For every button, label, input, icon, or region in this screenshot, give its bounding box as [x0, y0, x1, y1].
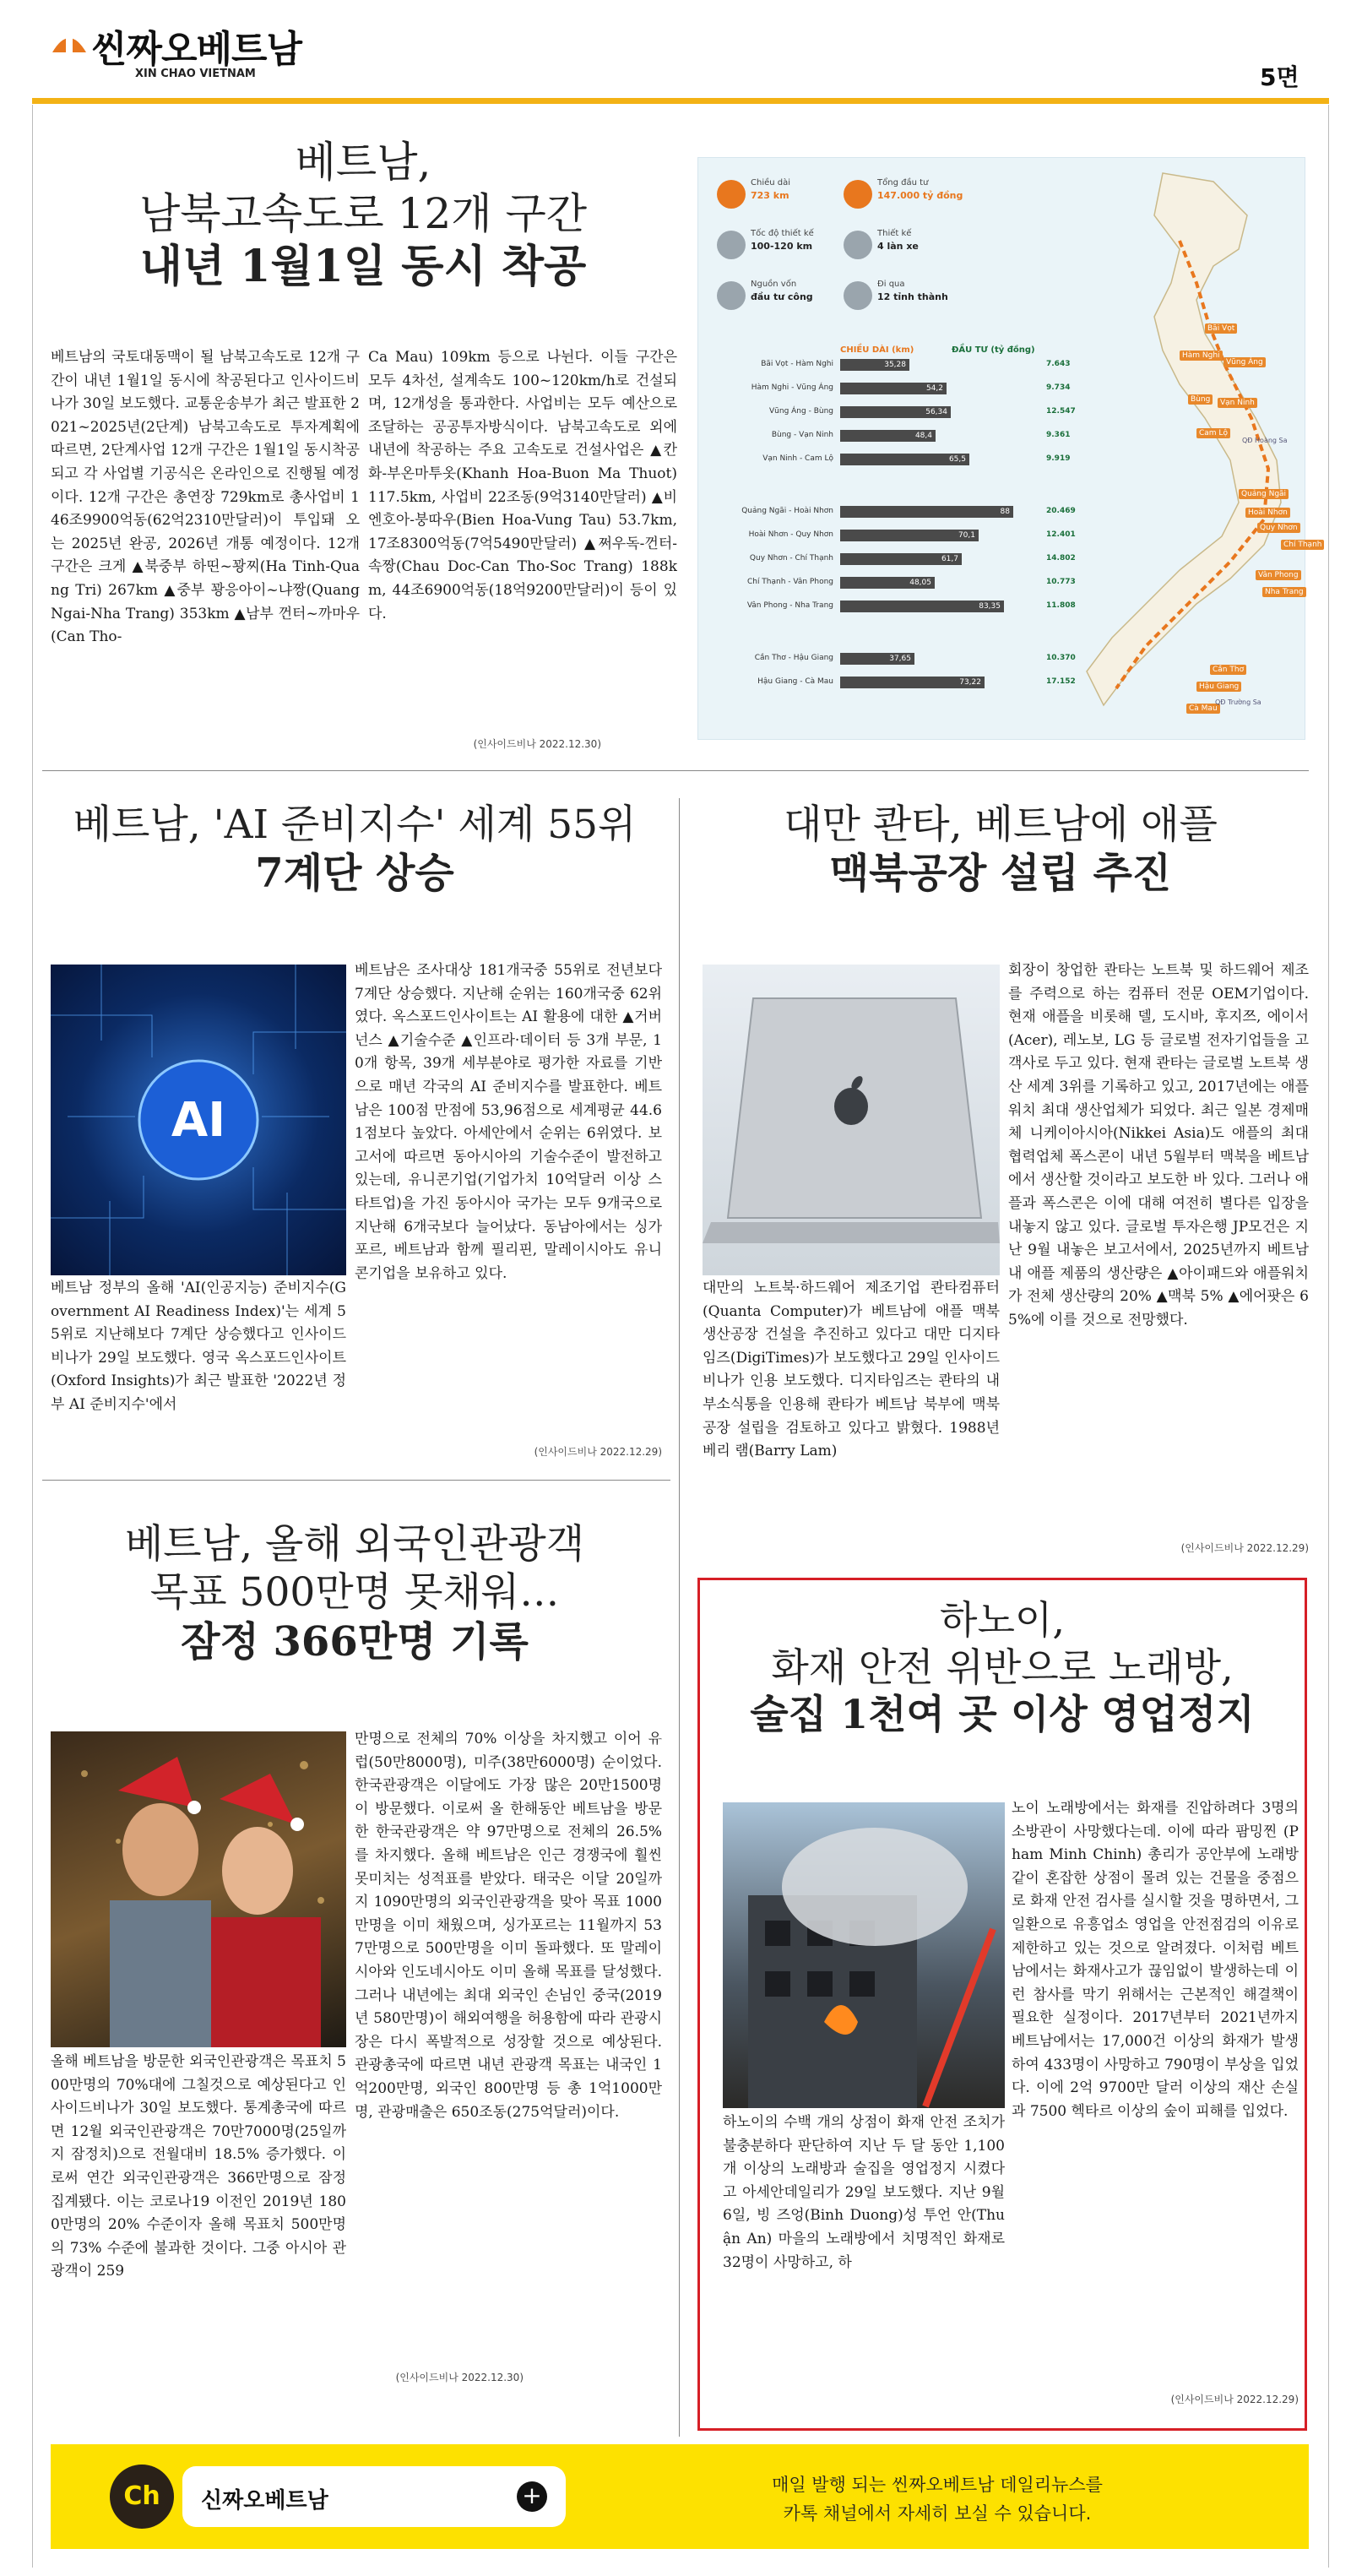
- a5-source: (인사이드비나 2022.12.29): [1170, 2394, 1299, 2405]
- a4-headline: [42, 1520, 667, 1666]
- stat-value: 4 làn xe: [877, 241, 919, 252]
- a1-body-col1: 베트남의 국토대동맥이 될 남북고속도로 12개 구간이 내년 1월1일 동시에 착공된다고 인사이드비나가 30일 보도했다. 교통운송부가 최근 발표한 2021~2025년(2단계) 남북고속도로 투자계획에 따르면, 2단계사업 12개 구간은 1월1일 동시착공되고 각 사업별 기공식은 온라인으로 진행될 예정이다. 12개 구간은 총연장 729km로 총사업비 146조9900억동(62억2310만달러)이 투입돼 오는 2025년 완공, 2026년 개통 예정이다. 12개 구간은 크게 ▲북중부 하띤~꽝찌(Ha Tinh-Quang Tri) 267km ▲중부 꽝응아이~냐짱(Quang Ngai-Nha Trang) 353km ▲남부 껀터~까마우(Can Tho-: [51, 349, 360, 646]
- a5-image-fire: [723, 1802, 1005, 2108]
- route-name: Quy Nhơn - Chí Thạnh: [749, 554, 833, 562]
- route-investment: 17.152: [1046, 677, 1076, 686]
- route-length-bar: 35,28: [840, 359, 909, 371]
- stat-value: 147.000 tỷ đồng: [877, 190, 963, 201]
- route-length-bar: 37,65: [840, 653, 914, 665]
- map-place-label: Vân Phong: [1256, 570, 1301, 580]
- masthead-rule: [32, 98, 1329, 104]
- route-name: Bãi Vọt - Hàm Nghi: [761, 360, 833, 368]
- route-length-bar: 48,05: [840, 577, 935, 589]
- map-place-label: Quy Nhơn: [1257, 523, 1300, 533]
- a4-source: (인사이드비나 2022.12.30): [395, 2372, 524, 2383]
- logo-subtitle: XIN CHAO VIETNAM: [135, 68, 256, 80]
- stat-icon: [844, 180, 872, 209]
- a2-headline: [42, 801, 667, 899]
- route-length-bar: 73,22: [840, 677, 985, 688]
- route-length-bar: 70,1: [840, 530, 979, 541]
- map-place-label: Cần Thơ: [1210, 665, 1246, 675]
- map-place-label: Cà Mau: [1186, 704, 1220, 714]
- stat-icon: [844, 231, 872, 259]
- route-name: Chí Thạnh - Vân Phong: [746, 578, 833, 586]
- kakao-channel-icon: Ch: [110, 2465, 174, 2529]
- a4-headline-line3: 잠정 366만명 기록: [181, 1617, 529, 1666]
- banner-line2: 카톡 채널에서 자세히 보실 수 있습니다.: [783, 2503, 1092, 2524]
- a3-body-col1: 대만의 노트북·하드웨어 제조기업 콴타컴퓨터(Quanta Computer)가 베트남에 애플 맥북 생산공장 건설을 추진하고 있다고 대만 디지타임즈(DigiTimes)가 보도했다고 29일 인사이드비나가 인용 보도했다. 디지타임즈는 콴타의 내부소식통을 인용해 콴타가 베트남 북부에 맥북공장 설립을 검토하고 있다고 밝혔다. 1988년 베리 램(Barry Lam): [703, 1280, 1000, 1460]
- stat-icon: [717, 180, 746, 209]
- route-investment: 14.802: [1046, 554, 1076, 562]
- a4-body-col2: 만명으로 전체의 70% 이상을 차지했고 이어 유럽(50만8000명), 미주(38만6000명) 순이었다. 한국관광객은 이달에도 가장 많은 20만1500명이 방문했다. 이로써 올 한해동안 베트남을 방문한 한국관광객은 약 97만명으로 전체의 26.5%를 차지했다. 올해 베트남은 인근 경쟁국에 훨씬 못미치는 성적표를 받았다. 태국은 이달 20일까지 1090만명의 외국인관광객을 맞아 목표 1000만명을 이미 채웠으며, 싱가포르는 11월까지 537만명으로 500만명을 이미 돌파했다. 또 말레이시아와 인도네시아도 이미 올해 목표를 달성했다. 그러나 내년에는 최대 외국인 손님인 중국(2019년 580만명)이 해외여행을 허용함에 따라 관광시장은 다시 폭발적으로 성장할 것으로 예상된다. 관광총국에 따르면 내년 관광객 목표는 내국인 1억200만명, 외국인 800만명 등 총 1억1000만명, 관광매출은 650조동(275억달러)이다.: [355, 1731, 662, 2121]
- map-place-label: Hậu Giang: [1196, 682, 1241, 692]
- route-name: Vân Phong - Nha Trang: [746, 601, 833, 610]
- route-investment: 10.370: [1046, 654, 1076, 662]
- a1-headline-line2: 남북고속도로 12개 구간: [138, 189, 588, 238]
- a4-headline-line1: 베트남, 올해 외국인관광객: [124, 1521, 585, 1568]
- divider-vertical: [679, 798, 680, 2437]
- route-name: Hậu Giang - Cà Mau: [757, 677, 833, 686]
- route-name: Cần Thơ - Hậu Giang: [754, 654, 833, 662]
- a5-headline: [701, 1596, 1304, 1740]
- stat-icon: [717, 231, 746, 259]
- logo-text: 씬짜오베트남: [91, 28, 302, 71]
- stat-label: Đi qua: [877, 280, 905, 289]
- stat-label: Nguồn vốn: [751, 280, 797, 289]
- route-investment: 9.361: [1046, 431, 1071, 439]
- route-length-bar: 56,34: [840, 406, 951, 418]
- logo-mark: [51, 29, 88, 54]
- vietnam-map: [1036, 165, 1303, 736]
- page-number: 5면: [1260, 63, 1299, 91]
- stat-label: Chiều dài: [751, 178, 791, 187]
- a1-body-col2: Ca Mau) 109km 등으로 나뉜다. 이들 구간은 모두 4차선, 설계속도 100~120km/h로 건설되며, 12개성을 통과한다. 사업비는 모두 예산으로 조달하는 공공투자방식이다. 남북고속도로 외에 내년에 착공하는 주요 고속도로 건설사업은 ▲칸화-부온마투옷(Khanh Hoa-Buon Ma Thuot) 117.5km, 사업비 22조동(9억3140만달러) ▲비엔호아-붕따우(Bien Hoa-Vung Tau) 53.7km, 17조8300억동(7억5490만달러) ▲쩌우독-껀터-속짱(Chau Doc-Can Tho-Soc Trang) 188km, 44조6900억동(18억9200만달러)이 등이 있다.: [368, 349, 677, 622]
- stat-label: Thiết kế: [877, 229, 912, 238]
- route-name: Quảng Ngãi - Hoài Nhơn: [741, 507, 833, 515]
- a2-source: (인사이드비나 2022.12.29): [534, 1446, 662, 1458]
- person-woman: [211, 1774, 321, 2047]
- kakao-banner: [51, 2444, 1309, 2549]
- kakao-channel-box[interactable]: [182, 2466, 566, 2527]
- map-place-label: Hoài Nhơn: [1245, 508, 1290, 518]
- a5-headline-line2: 화재 안전 위반으로 노래방,: [771, 1644, 1234, 1691]
- map-place-label: Vạn Ninh: [1218, 398, 1257, 408]
- stat-value: 723 km: [751, 190, 789, 201]
- route-name: Vũng Áng - Bùng: [769, 407, 833, 416]
- a3-headline: [692, 801, 1309, 899]
- a1-headline-line1: 베트남,: [295, 138, 431, 187]
- masthead: [0, 0, 1351, 108]
- a5-body-col2: 노이 노래방에서는 화재를 진압하려다 3명의 소방관이 사망했다는데. 이에 따라 팜밍찐 (Pham Minh Chinh) 총리가 공안부에 노래방 같이 혼잡한 상점이 몰려 있는 건물을 중점으로 화재 안전 검사를 실시할 것을 명하면서, 그 일환으로 유흥업소 영업을 안전점검의 이유로 제한하고 있는 것으로 알려졌다. 이처럼 베트남에서는 화재사고가 끊임없이 발생하는데 이런 참사를 막기 위해서는 근본적인 해결책이 필요한 실정이다. 2017년부터 2021년까지 베트남에서는 17,000건 이상의 화재가 발생하여 433명이 사망하고 790명이 부상을 입었다. 이에 2억 9700만 달러 이상의 재산 손실과 7500 헥타르 이상의 숲이 피해를 입었다.: [1012, 1800, 1299, 2120]
- a4-image-tourists: [51, 1731, 346, 2047]
- smoke: [782, 1828, 968, 1946]
- route-name: Vạn Ninh - Cam Lộ: [762, 454, 833, 463]
- route-investment: 12.547: [1046, 407, 1076, 416]
- a2-headline-line2: 7계단 상승: [255, 850, 454, 898]
- divider-a1: [42, 770, 1309, 771]
- sea-label-paracel: QĐ Hoàng Sa: [1242, 437, 1288, 444]
- a4-headline-line2: 목표 500만명 못채워…: [149, 1569, 560, 1617]
- laptop-base: [703, 1222, 1000, 1243]
- table-header-investment: ĐẦU TƯ (tỷ đồng): [952, 345, 1035, 355]
- map-place-label: Cam Lộ: [1196, 428, 1230, 438]
- divider-a2: [42, 1480, 670, 1481]
- kakao-channel-name: 신짜오베트남: [201, 2488, 328, 2514]
- a2-headline-line1: 베트남, 'AI 준비지수' 세계 55위: [73, 802, 637, 848]
- a1-headline-line3: 내년 1월1일 동시 착공: [139, 241, 587, 292]
- route-investment: 7.643: [1046, 360, 1071, 368]
- infographic: [697, 157, 1322, 740]
- route-length-bar: 61,7: [840, 553, 962, 565]
- a4-body-col1: 올해 베트남을 방문한 외국인관광객은 목표치 500만명의 70%대에 그칠것으로 예상된다고 인사이드비나가 30일 보도했다. 통계총국에 따르면 12월 외국인관광객은 70만7000명(25일까지 잠정치)으로 전월대비 18.5% 증가했다. 이로써 연간 외국인관광객은 366만명으로 잠정 집계됐다. 이는 코로나19 이전인 2019년 1800만명의 20% 수준이자 올해 목표치 500만명의 73% 수준에 불과한 것이다. 그중 아시아 관광객이 259: [51, 2053, 346, 2280]
- route-investment: 20.469: [1046, 507, 1076, 515]
- infographic-stats: [717, 178, 970, 339]
- a3-source: (인사이드비나 2022.12.29): [1180, 1542, 1309, 1554]
- sea-label-spratly: QĐ Trường Sa: [1215, 698, 1261, 706]
- a1-source: (인사이드비나 2022.12.30): [473, 738, 601, 750]
- map-place-label: Bãi Vọt: [1205, 323, 1237, 334]
- stat-label: Tốc độ thiết kế: [751, 229, 814, 238]
- route-length-bar: 88: [840, 506, 1013, 518]
- route-investment: 12.401: [1046, 530, 1076, 539]
- map-place-label: Vũng Áng: [1223, 357, 1266, 367]
- a2-body-col1: 베트남 정부의 올해 'AI(인공지능) 준비지수(Government AI Readiness Index)'는 세계 55위로 지난해보다 7계단 상승했다고 인사이드비나가 29일 보도했다. 영국 옥스포드인사이트(Oxford Insights)가 최근 발표한 '2022년 정부 AI 준비지수'에서: [51, 1280, 346, 1413]
- a5-body-col1: 하노이의 수백 개의 상점이 화재 안전 조치가 불충분하다 판단하여 지난 두 달 동안 1,100개 이상의 노래방과 술집을 영업정지 시켰다고 아세안데일리가 29일 보도했다. 지난 9월 6일, 빙 즈엉(Binh Duong)성 투언 안(Thuận An) 마을의 노래방에서 치명적인 화재로 32명이 사망하고, 하: [723, 2114, 1005, 2271]
- table-header-length: CHIỀU DÀI (km): [840, 345, 914, 355]
- a3-image-laptop: [703, 965, 1000, 1275]
- route-name: Hàm Nghi - Vũng Áng: [751, 383, 833, 392]
- add-channel-button[interactable]: +: [517, 2481, 547, 2512]
- route-investment: 11.808: [1046, 601, 1076, 610]
- page-border-right: [1328, 105, 1329, 2568]
- stat-value: 100-120 km: [751, 241, 813, 252]
- route-length-bar: 48,4: [840, 430, 936, 442]
- ladder: [925, 1929, 993, 2106]
- stat-value: đầu tư công: [751, 291, 813, 302]
- a2-image-ai: [51, 965, 346, 1275]
- a2-body-col2: 베트남은 조사대상 181개국중 55위로 전년보다 7계단 상승했다. 지난해 순위는 160개국중 62위였다. 옥스포드인사이트는 AI 활용에 대한 ▲거버넌스 ▲기술수준 ▲인프라·데이터 등 3개 부문, 10개 항목, 39개 세부분야로 평가한 자료를 기반으로 매년 각국의 AI 준비지수를 발표한다. 베트남은 100점 만점에 53,96점으로 세계평균 44.61점보다 높았다. 아세안에서 순위는 6위였다. 보고서에 따르면 동아시아의 기술수준이 발전하고 있는데, 유니콘기업(기업가치 10억달러 이상 스타트업)을 가진 동아시아 국가는 모두 9개국으로 지난해 6개국보다 늘어났다. 동남아에서는 싱가포르, 베트남과 함께 필리핀, 말레이시아도 유니콘기업을 보유하고 있다.: [355, 962, 662, 1282]
- stat-value: 12 tỉnh thành: [877, 291, 948, 302]
- map-place-label: Chí Thạnh: [1281, 540, 1324, 550]
- a3-headline-line1: 대만 콴타, 베트남에 애플: [784, 802, 1218, 848]
- map-place-label: Quảng Ngãi: [1239, 489, 1289, 499]
- a1-headline: [42, 137, 684, 293]
- page-border-left: [32, 105, 33, 2568]
- a5-headline-line3: 술집 1천여 곳 이상 영업정지: [750, 1692, 1255, 1739]
- route-length-bar: 65,5: [840, 454, 969, 465]
- stat-icon: [844, 281, 872, 310]
- map-place-label: Nha Trang: [1262, 587, 1306, 597]
- stat-icon: [717, 281, 746, 310]
- route-length-bar: 83,35: [840, 601, 1004, 612]
- route-investment: 10.773: [1046, 578, 1076, 586]
- route-name: Bùng - Vạn Ninh: [771, 431, 833, 439]
- stat-label: Tổng đầu tư: [877, 178, 929, 187]
- map-place-label: Hàm Nghi: [1180, 351, 1223, 361]
- route-investment: 9.919: [1046, 454, 1071, 463]
- a3-headline-line2: 맥북공장 설립 추진: [829, 850, 1172, 898]
- route-name: Hoài Nhơn - Quy Nhơn: [748, 530, 833, 539]
- map-place-label: Bùng: [1188, 394, 1213, 405]
- a5-headline-line1: 하노이,: [940, 1597, 1065, 1643]
- a3-body-col2: 회장이 창업한 콴타는 노트북 및 하드웨어 제조를 주력으로 하는 컴퓨터 전문 OEM기업이다. 현재 애플을 비롯해 델, 도시바, 후지쯔, 에이서(Acer), 레노보, LG 등 글로벌 전자기업들을 고객사로 두고 있다. 현재 콴타는 글로벌 노트북 생산 세계 3위를 기록하고 있고, 2017년에는 애플워치 최대 생산업체가 되었다. 최근 일본 경제매체 니케이아시아(Nikkei Asia)도 애플의 최대 협력업체 폭스콘이 내년 5월부터 맥북을 베트남에서 생산할 것이라고 보도한 바 있다. 그러나 애플과 폭스콘은 이에 대해 여전히 별다른 입장을 내놓지 않고 있다. 글로벌 투자은행 JP모건은 지난 9월 내놓은 보고서에서, 2025년까지 베트남내 애플 제품의 생산량은 ▲아이패드와 애플워치가 전체 생산량의 20% ▲맥북 5% ▲에어팟은 65%에 이를 것으로 전망했다.: [1008, 962, 1309, 1329]
- route-length-bar: 54,2: [840, 383, 947, 394]
- banner-line1: 매일 발행 되는 씬짜오베트남 데일리뉴스를: [772, 2475, 1103, 2495]
- person-man: [110, 1757, 211, 2047]
- a2-image-label: AI: [171, 1093, 226, 1148]
- route-investment: 9.734: [1046, 383, 1071, 392]
